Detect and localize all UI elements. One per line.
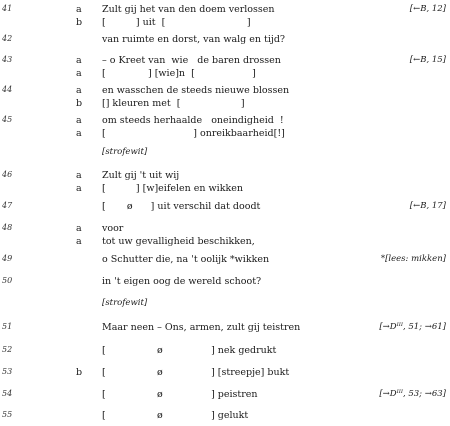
line-number: 44	[2, 85, 13, 94]
verse-text: [ ] uit [ ]	[102, 17, 251, 28]
variant-label: a	[76, 85, 82, 96]
cross-reference: [←B, 15]	[409, 55, 446, 65]
verse-line-45	[0, 115, 450, 139]
verse-text: – o Kreet van wie de baren drossen	[102, 55, 281, 66]
verse-line-54	[0, 389, 450, 403]
variant-label: b	[76, 98, 83, 109]
verse-line-43	[0, 55, 450, 79]
line-number: 46	[2, 170, 13, 179]
verse-line-51	[0, 322, 450, 336]
verse-text: [ ] onreikbaarheid[!]	[102, 128, 285, 139]
verse-text: Zult gij 't uit wij	[102, 170, 180, 181]
cross-reference: [←B, 17]	[409, 201, 446, 211]
cross-reference: [←B, 12]	[409, 4, 446, 14]
verse-line-42	[0, 34, 450, 48]
verse-line-49	[0, 254, 450, 268]
line-number: 50	[2, 276, 13, 285]
verse-text: en wasschen de steeds nieuwe blossen	[102, 85, 290, 96]
verse-text: [ ø ] [streepje] bukt	[102, 367, 290, 378]
line-number: 51	[2, 322, 13, 331]
variant-label: a	[76, 170, 82, 181]
line-number: 55	[2, 410, 13, 419]
verse-text: [] kleuren met [ ]	[102, 98, 245, 109]
cross-reference: [→Dᴵᴵᴵ, 51; →61]	[379, 322, 446, 332]
verse-text: om steeds herhaalde oneindigheid !	[102, 115, 284, 126]
verse-line-52	[0, 345, 450, 359]
line-number: 48	[2, 223, 13, 232]
verse-line-48	[0, 223, 450, 247]
verse-text: [ ] [w]eifelen en wikken	[102, 183, 243, 194]
verse-text: tot uw gevalligheid beschikken,	[102, 236, 255, 247]
line-number: 45	[2, 115, 13, 124]
verse-line-44	[0, 85, 450, 109]
variant-label: a	[76, 236, 82, 247]
verse-line-46	[0, 170, 450, 194]
verse-line-41	[0, 4, 450, 28]
variant-label: b	[76, 17, 83, 28]
verse-text: [ ø ] gelukt	[102, 410, 249, 421]
line-number: 42	[2, 34, 13, 43]
variant-label: a	[76, 183, 82, 194]
line-number: 49	[2, 254, 13, 263]
line-number: 53	[2, 367, 13, 376]
stanza-break-note: [strofewit]	[102, 147, 148, 157]
variant-label: a	[76, 223, 82, 234]
verse-text: voor	[102, 223, 124, 234]
variant-label: a	[76, 4, 82, 15]
stanza-break-note: [strofewit]	[102, 298, 148, 308]
reading-note: *[lees: mikken]	[380, 254, 446, 264]
verse-text: in 't eigen oog de wereld schoot?	[102, 276, 262, 287]
verse-text: [ ø ] nek gedrukt	[102, 345, 277, 356]
variant-label: b	[76, 367, 83, 378]
stanza-break	[0, 147, 450, 161]
variant-label: a	[76, 115, 82, 126]
verse-text: [ ] [wie]n [ ]	[102, 68, 256, 79]
line-number: 54	[2, 389, 13, 398]
variant-label: a	[76, 68, 82, 79]
line-number: 43	[2, 55, 13, 64]
verse-line-47	[0, 201, 450, 215]
stanza-break	[0, 298, 450, 312]
verse-text: [ ø ] peistren	[102, 389, 258, 400]
verse-line-53	[0, 367, 450, 381]
cross-reference: [→Dᴵᴵᴵ, 53; →63]	[379, 389, 446, 399]
verse-text: [ ø ] uit verschil dat doodt	[102, 201, 261, 212]
verse-text: o Schutter die, na 't oolijk *wikken	[102, 254, 270, 265]
verse-line-55	[0, 410, 450, 424]
verse-line-50	[0, 276, 450, 290]
verse-text: van ruimte en dorst, van walg en tijd?	[102, 34, 286, 45]
verse-text: Zult gij het van den doem verlossen	[102, 4, 275, 15]
verse-text: Maar neen – Ons, armen, zult gij teistren	[102, 322, 301, 333]
variant-label: a	[76, 128, 82, 139]
line-number: 41	[2, 4, 13, 13]
line-number: 47	[2, 201, 13, 210]
line-number: 52	[2, 345, 13, 354]
variant-label: a	[76, 55, 82, 66]
